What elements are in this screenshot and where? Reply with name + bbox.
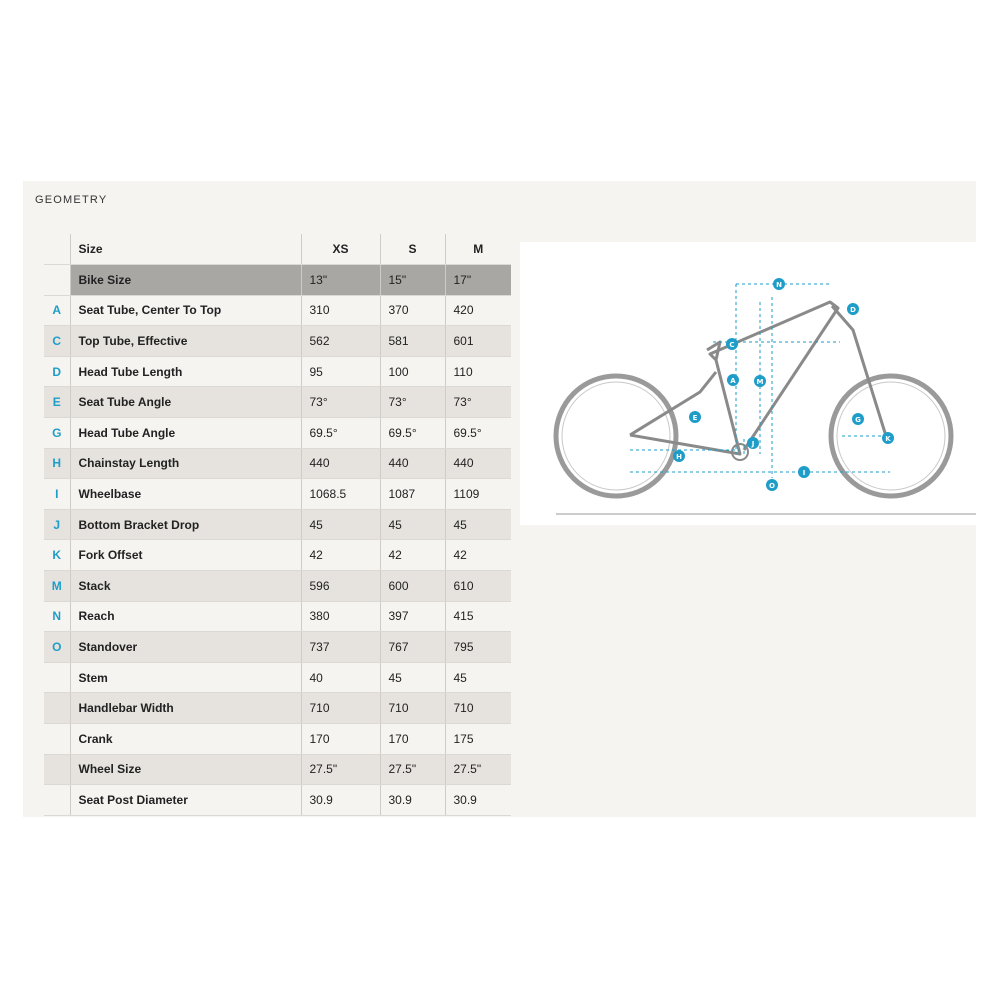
- row-value-xs: 737: [301, 632, 380, 663]
- row-label: Wheelbase: [70, 479, 301, 510]
- row-value-m: 440: [445, 448, 511, 479]
- row-value-s: 581: [380, 326, 445, 357]
- row-letter: [44, 785, 70, 816]
- table-row: [44, 387, 511, 418]
- row-value-xs: 42: [301, 540, 380, 571]
- svg-text:H: H: [676, 453, 682, 461]
- geometry-table: [44, 234, 511, 816]
- row-letter: [44, 724, 70, 755]
- row-value-m: 73°: [445, 387, 511, 418]
- row-label: Stem: [70, 662, 301, 693]
- row-label: Bike Size: [70, 265, 301, 296]
- bike-geometry-diagram: [520, 242, 976, 525]
- table-row: [44, 540, 511, 571]
- row-value-s: 45: [380, 509, 445, 540]
- svg-text:I: I: [802, 469, 806, 477]
- svg-text:C: C: [729, 341, 735, 349]
- row-value-m: 415: [445, 601, 511, 632]
- row-value-s: 27.5": [380, 754, 445, 785]
- row-label: Seat Tube Angle: [70, 387, 301, 418]
- row-value-m: 45: [445, 509, 511, 540]
- row-value-s: 370: [380, 295, 445, 326]
- row-value-xs: 30.9: [301, 785, 380, 816]
- row-label: Crank: [70, 724, 301, 755]
- row-label: Handlebar Width: [70, 693, 301, 724]
- table-row: [44, 693, 511, 724]
- svg-text:G: G: [855, 416, 861, 424]
- row-value-xs: 170: [301, 724, 380, 755]
- table-row: [44, 295, 511, 326]
- row-letter: M: [44, 571, 70, 602]
- marker-i: [798, 466, 810, 478]
- row-label: Reach: [70, 601, 301, 632]
- table-row: [44, 326, 511, 357]
- svg-text:N: N: [776, 281, 782, 289]
- row-value-m: 795: [445, 632, 511, 663]
- row-value-m: 30.9: [445, 785, 511, 816]
- row-letter: [44, 754, 70, 785]
- marker-m: [754, 375, 766, 387]
- row-label: Standover: [70, 632, 301, 663]
- row-value-xs: 95: [301, 356, 380, 387]
- table-row: [44, 509, 511, 540]
- marker-n: [773, 278, 785, 290]
- row-value-s: 42: [380, 540, 445, 571]
- row-value-m: 420: [445, 295, 511, 326]
- table-body: [44, 265, 511, 816]
- svg-text:A: A: [730, 377, 736, 385]
- row-value-xs: 1068.5: [301, 479, 380, 510]
- marker-c: [726, 338, 738, 350]
- table-row: [44, 448, 511, 479]
- marker-j: [747, 437, 759, 449]
- row-value-m: 110: [445, 356, 511, 387]
- header-size-s: S: [380, 234, 445, 265]
- row-value-s: 73°: [380, 387, 445, 418]
- marker-k: [882, 432, 894, 444]
- marker-d: [847, 303, 859, 315]
- row-value-xs: 440: [301, 448, 380, 479]
- row-label: Head Tube Angle: [70, 418, 301, 449]
- row-value-m: 42: [445, 540, 511, 571]
- marker-e: [689, 411, 701, 423]
- header-size-label: Size: [70, 234, 301, 265]
- row-label: Wheel Size: [70, 754, 301, 785]
- row-letter: E: [44, 387, 70, 418]
- row-value-xs: 40: [301, 662, 380, 693]
- table-row: [44, 632, 511, 663]
- table-row: [44, 601, 511, 632]
- row-value-s: 170: [380, 724, 445, 755]
- row-value-xs: 710: [301, 693, 380, 724]
- marker-a: [727, 374, 739, 386]
- row-value-xs: 69.5°: [301, 418, 380, 449]
- table-row: [44, 418, 511, 449]
- row-value-s: 45: [380, 662, 445, 693]
- row-letter: H: [44, 448, 70, 479]
- table-row: [44, 265, 511, 296]
- row-value-xs: 380: [301, 601, 380, 632]
- row-value-s: 1087: [380, 479, 445, 510]
- row-label: Chainstay Length: [70, 448, 301, 479]
- row-label: Seat Tube, Center To Top: [70, 295, 301, 326]
- table-row: [44, 356, 511, 387]
- row-value-xs: 562: [301, 326, 380, 357]
- svg-text:M: M: [756, 378, 764, 386]
- row-value-m: 610: [445, 571, 511, 602]
- header-size-xs: XS: [301, 234, 380, 265]
- row-value-xs: 596: [301, 571, 380, 602]
- row-value-s: 710: [380, 693, 445, 724]
- table-row: [44, 754, 511, 785]
- row-value-xs: 13": [301, 265, 380, 296]
- row-value-s: 767: [380, 632, 445, 663]
- row-value-m: 710: [445, 693, 511, 724]
- row-value-xs: 27.5": [301, 754, 380, 785]
- row-value-xs: 45: [301, 509, 380, 540]
- row-value-m: 17": [445, 265, 511, 296]
- row-label: Bottom Bracket Drop: [70, 509, 301, 540]
- row-value-xs: 310: [301, 295, 380, 326]
- marker-h: [673, 450, 685, 462]
- svg-text:J: J: [751, 440, 755, 448]
- svg-text:O: O: [769, 482, 775, 490]
- row-letter: A: [44, 295, 70, 326]
- row-value-xs: 73°: [301, 387, 380, 418]
- row-letter: C: [44, 326, 70, 357]
- row-value-s: 69.5°: [380, 418, 445, 449]
- svg-text:D: D: [850, 306, 856, 314]
- row-value-m: 1109: [445, 479, 511, 510]
- row-value-s: 100: [380, 356, 445, 387]
- table-row: [44, 724, 511, 755]
- header-letter-cell: [44, 234, 70, 265]
- row-letter: G: [44, 418, 70, 449]
- table-row: [44, 479, 511, 510]
- bike-diagram-svg: [520, 242, 976, 525]
- row-value-s: 30.9: [380, 785, 445, 816]
- table-row: [44, 785, 511, 816]
- row-letter: [44, 662, 70, 693]
- row-label: Fork Offset: [70, 540, 301, 571]
- row-value-m: 69.5°: [445, 418, 511, 449]
- row-letter: N: [44, 601, 70, 632]
- section-title: GEOMETRY: [35, 194, 108, 206]
- row-label: Seat Post Diameter: [70, 785, 301, 816]
- row-value-s: 15": [380, 265, 445, 296]
- row-label: Stack: [70, 571, 301, 602]
- table-row: [44, 662, 511, 693]
- row-label: Head Tube Length: [70, 356, 301, 387]
- row-letter: O: [44, 632, 70, 663]
- marker-g: [852, 413, 864, 425]
- row-value-m: 601: [445, 326, 511, 357]
- row-value-m: 175: [445, 724, 511, 755]
- row-letter: [44, 693, 70, 724]
- table-row: [44, 571, 511, 602]
- svg-text:K: K: [885, 435, 891, 443]
- row-value-s: 397: [380, 601, 445, 632]
- row-value-m: 45: [445, 662, 511, 693]
- row-letter: K: [44, 540, 70, 571]
- header-size-m: M: [445, 234, 511, 265]
- table-header-row: [44, 234, 511, 265]
- row-value-s: 440: [380, 448, 445, 479]
- marker-o: [766, 479, 778, 491]
- row-letter: [44, 265, 70, 296]
- row-letter: D: [44, 356, 70, 387]
- svg-text:E: E: [692, 414, 698, 422]
- row-value-s: 600: [380, 571, 445, 602]
- row-value-m: 27.5": [445, 754, 511, 785]
- rear-wheel: [556, 376, 676, 496]
- row-label: Top Tube, Effective: [70, 326, 301, 357]
- row-letter: J: [44, 509, 70, 540]
- row-letter: I: [44, 479, 70, 510]
